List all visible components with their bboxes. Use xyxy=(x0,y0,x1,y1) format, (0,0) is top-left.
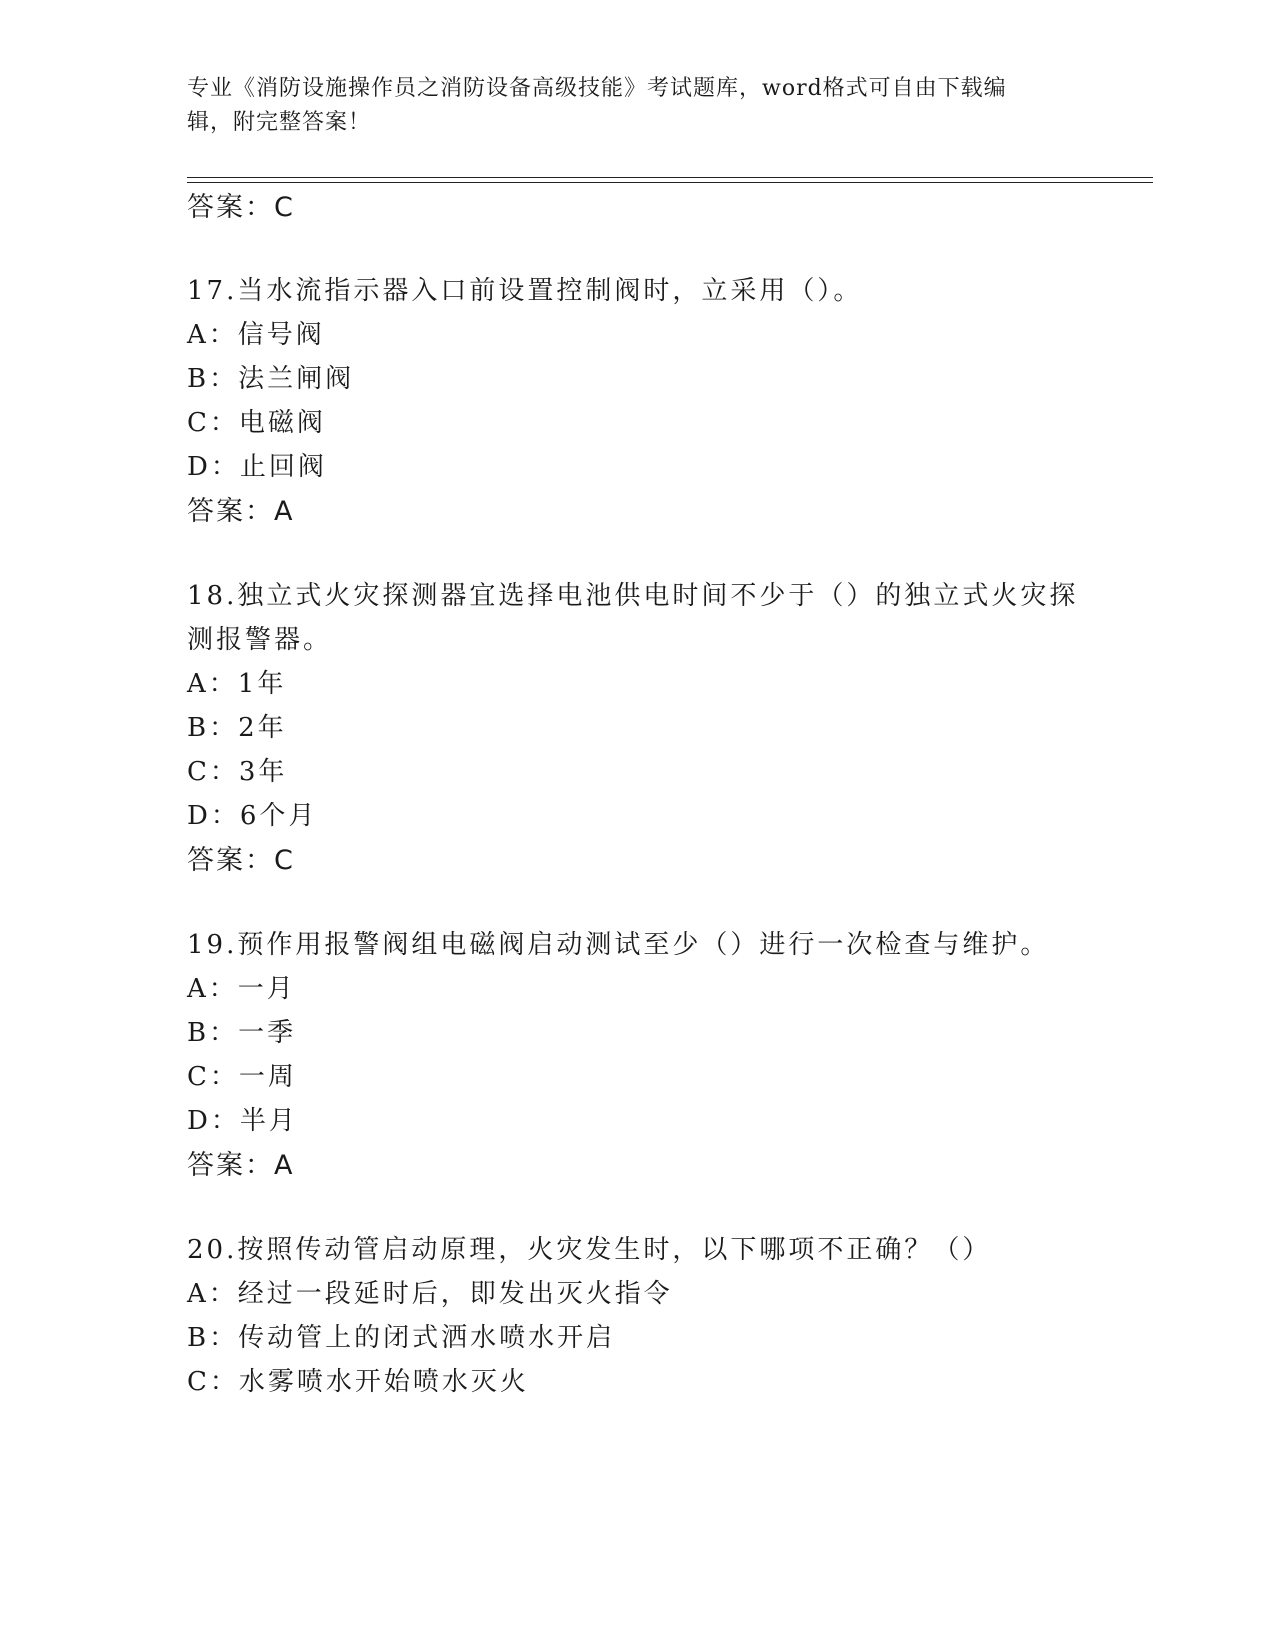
header-divider-top xyxy=(187,177,1153,178)
question-20-stem: 20.按照传动管启动原理，火灾发生时，以下哪项不正确？（） xyxy=(187,1235,992,1265)
question-19-option-c: C：一周 xyxy=(187,1062,297,1092)
question-17-option-a: A：信号阀 xyxy=(187,320,325,350)
header-divider-bottom xyxy=(187,182,1153,183)
question-20-option-c: C：水雾喷水开始喷水灭火 xyxy=(187,1367,529,1397)
answer-previous: 答案：C xyxy=(187,192,295,223)
question-19-option-b: B：一季 xyxy=(187,1018,297,1048)
document-header xyxy=(187,72,1087,140)
question-18-option-c: C：3年 xyxy=(187,757,288,787)
question-17-answer: 答案：A xyxy=(187,496,295,527)
header-line-1: 专业《消防设施操作员之消防设备高级技能》考试题库，word格式可自由下载编 xyxy=(187,76,1007,101)
header-line-2: 辑，附完整答案！ xyxy=(187,110,372,135)
question-18-stem-line-2: 测报警器。 xyxy=(187,625,333,655)
question-17-option-c: C：电磁阀 xyxy=(187,408,326,438)
question-19-answer: 答案：A xyxy=(187,1150,295,1181)
question-17-stem: 17.当水流指示器入口前设置控制阀时，立采用（）。 xyxy=(187,276,863,306)
question-18-option-b: B：2年 xyxy=(187,713,287,743)
question-18-answer: 答案：C xyxy=(187,845,295,876)
question-18-option-a: A：1年 xyxy=(187,669,287,699)
question-19-stem: 19.预作用报警阀组电磁阀启动测试至少（）进行一次检查与维护。 xyxy=(187,930,1050,960)
question-17-option-d: D：止回阀 xyxy=(187,452,327,482)
question-17-option-b: B：法兰闸阀 xyxy=(187,364,355,394)
question-19-option-d: D：半月 xyxy=(187,1106,298,1136)
question-20-option-b: B：传动管上的闭式洒水喷水开启 xyxy=(187,1323,616,1353)
question-18-stem-line-1: 18.独立式火灾探测器宜选择电池供电时间不少于（）的独立式火灾探 xyxy=(187,581,1079,611)
question-18-option-d: D：6个月 xyxy=(187,801,318,831)
question-20-option-a: A：经过一段延时后，即发出灭火指令 xyxy=(187,1279,673,1309)
question-19-option-a: A：一月 xyxy=(187,974,296,1004)
